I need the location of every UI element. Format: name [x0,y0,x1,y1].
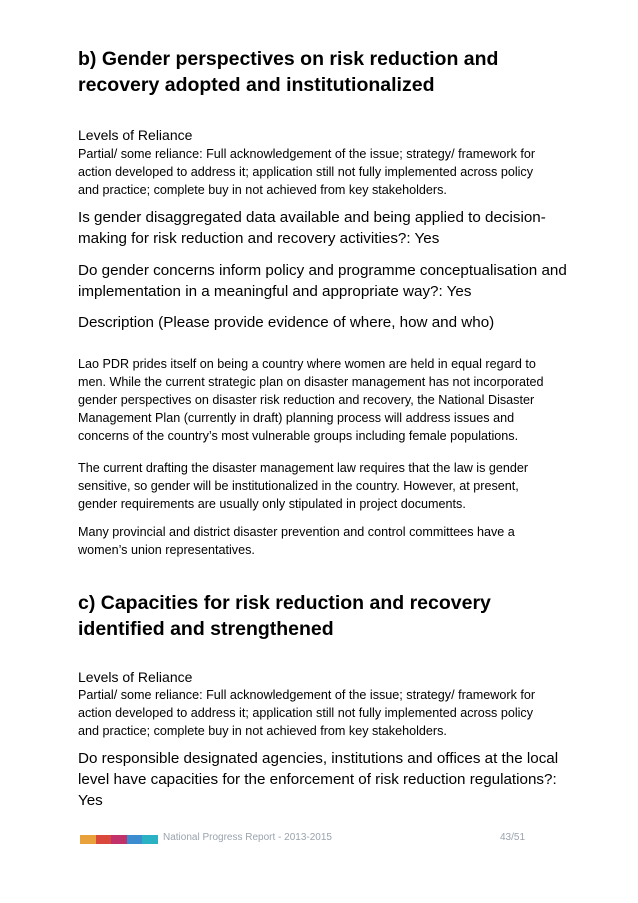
footer-color-bar [80,835,158,844]
description-paragraph-2: The current drafting the disaster management law requires that the law is gender sensitive, so gender will be institutionalized in the country. However, at present, gender requirements are usually only stipulated in project documents. [78,461,529,511]
footer-color-segment [111,835,127,844]
section-b-question-2: Do gender concerns inform policy and programme conceptualisation and implementation in a meaningful and appropriate way?: Yes [78,262,567,300]
footer-page-number: 43/51 [500,832,526,843]
section-b-question-1: Is gender disaggregated data available and being applied to decision- making for risk reduction and recovery activities?: Yes [78,209,546,247]
description-paragraph-1: Lao PDR prides itself on being a country where women are held in equal regard to men. While the current strategic plan on disaster management has not incorporated gender perspectives on disaster risk reduction and recovery, the National Disaster Management Plan (currently in draft) planning process will address issues and concerns of the country’s most vulnerable groups including female populations. [78,357,544,443]
section-c-question-1: Do responsible designated agencies, institutions and offices at the local level have capacities for the enforcement of risk reduction regulations?: Yes [78,750,559,809]
section-b-levels-text: Partial/ some reliance: Full acknowledgement of the issue; strategy/ framework for action developed to address it; application still not fully implemented across policy and practice; complete buy in not achieved from key stakeholders. [78,147,536,197]
footer-color-segment [142,835,158,844]
section-c-levels-title: Levels of Reliance [78,669,193,685]
section-c-heading: c) Capacities for risk reduction and recovery identified and strengthened [78,592,491,640]
section-b-levels-title: Levels of Reliance [78,127,193,143]
footer-color-segment [127,835,143,844]
section-b-heading: b) Gender perspectives on risk reduction and recovery adopted and institutionalized [78,48,499,96]
description-label: Description (Please provide evidence of where, how and who) [78,314,495,331]
description-paragraph-3: Many provincial and district disaster prevention and control committees have a women’s union representatives. [78,525,515,557]
footer-color-segment [96,835,112,844]
section-c-levels-text: Partial/ some reliance: Full acknowledgement of the issue; strategy/ framework for action developed to address it; application still not fully implemented across policy and practice; complete buy in not achieved from key stakeholders. [78,688,536,738]
footer-report-title: National Progress Report - 2013-2015 [163,832,332,843]
footer-color-segment [80,835,96,844]
